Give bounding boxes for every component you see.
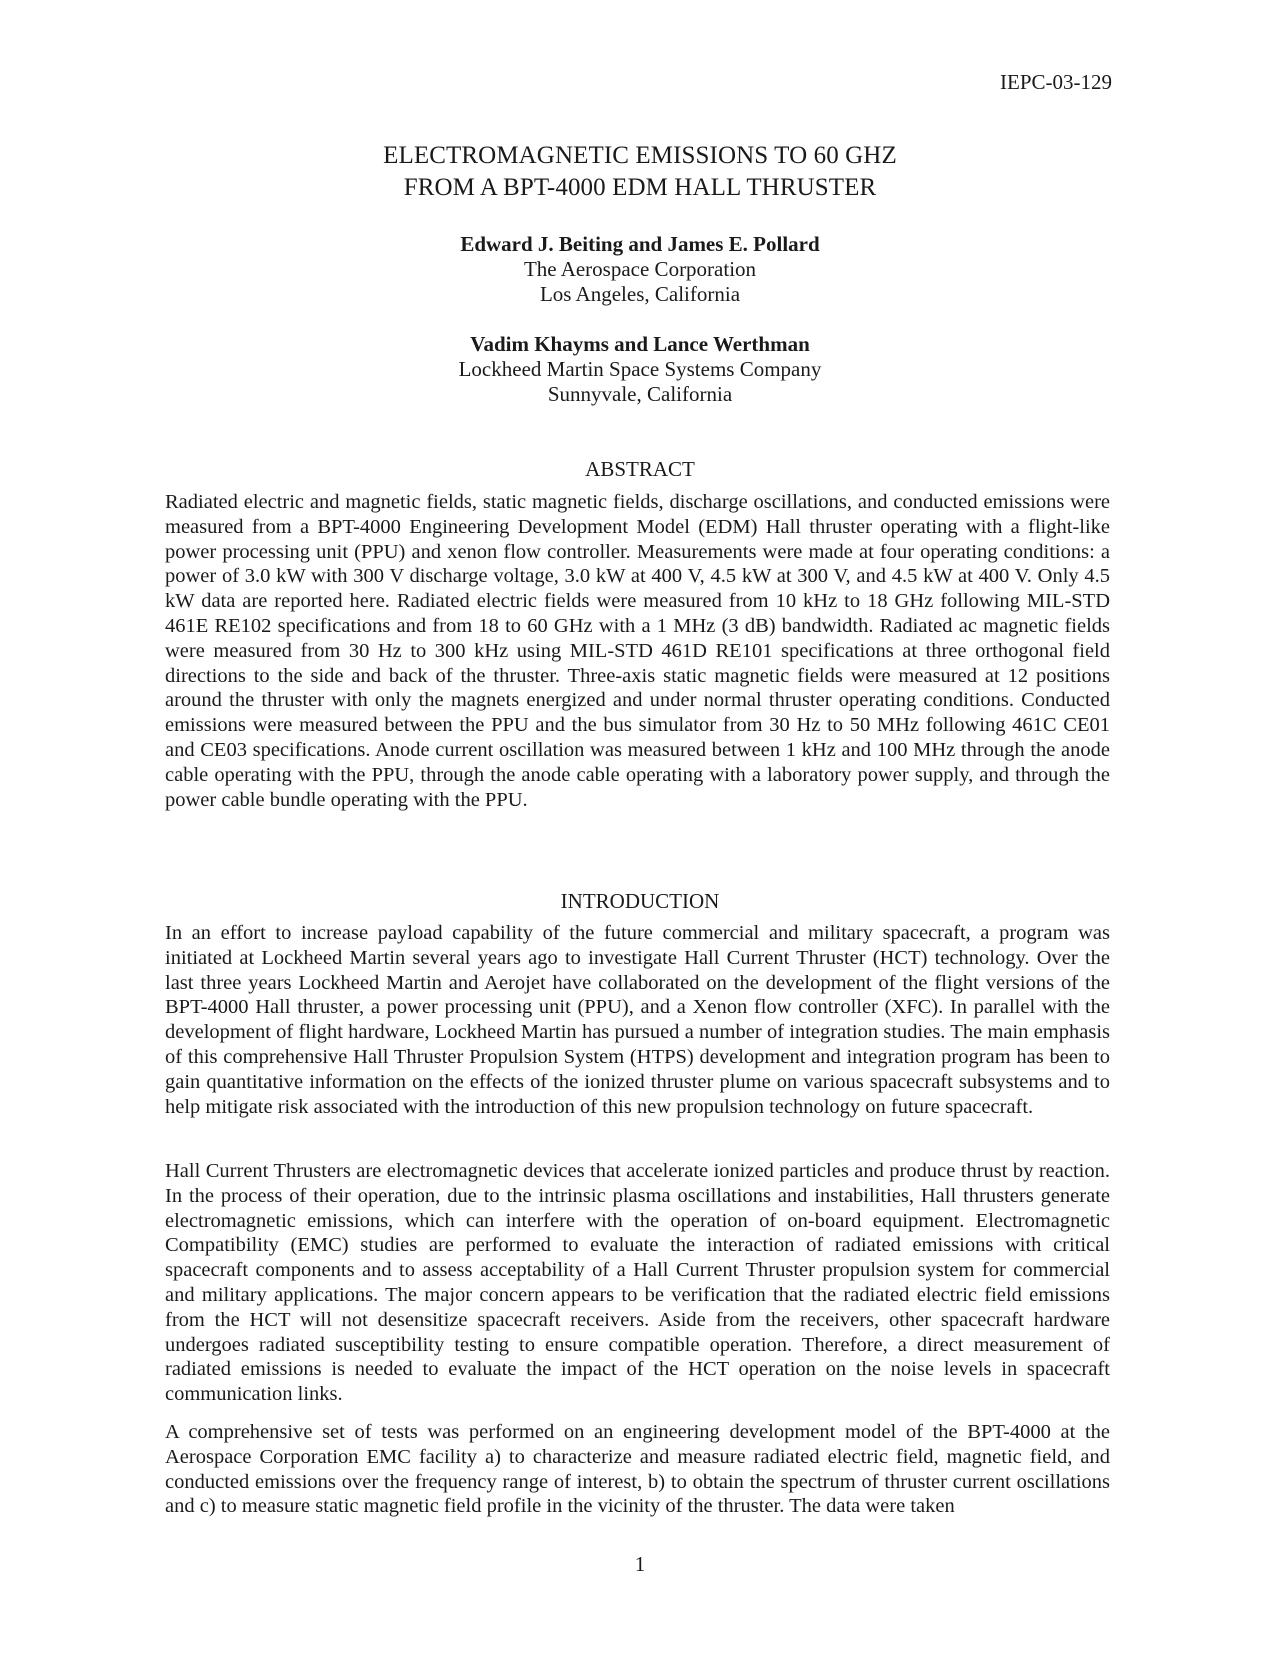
author-affiliation: Lockheed Martin Space Systems Company: [458, 357, 822, 381]
author-group-1: [0, 232, 1280, 307]
title-line-2: FROM A BPT-4000 EDM HALL THRUSTER: [403, 174, 877, 201]
author-affiliation: The Aerospace Corporation: [523, 257, 757, 281]
author-group-2: [0, 332, 1280, 407]
abstract-heading: ABSTRACT: [585, 457, 695, 481]
introduction-heading: INTRODUCTION: [560, 889, 720, 913]
introduction-paragraph-2: Hall Current Thrusters are electromagnetic devices that accelerate ionized particles and produce thrust by reaction. In the process of their operation, due to the intrinsic plasma oscillations and instabilities, Hall thrusters generate electromagnetic emissions, which can interfere with the operation of on-board equipment. Electromagnetic Compatibility (EMC) studies are performed to evaluate the interaction of radiated emissions with critical spacecraft components and to assess acceptability of a Hall Current Thruster propulsion system for commercial and military applications. The major concern appears to be verification that the radiated electric field emissions from the HCT will not desensitize spacecraft receivers. Aside from the receivers, other spacecraft hardware undergoes radiated susceptibility testing to ensure compatible operation. Therefore, a direct measurement of radiated emissions is needed to evaluate the impact of the HCT operation on the noise levels in spacecraft communication links.: [165, 1160, 1110, 1406]
paper-id: IEPC-03-129: [1000, 70, 1112, 94]
title-line-1: ELECTROMAGNETIC EMISSIONS TO 60 GHZ: [383, 142, 897, 169]
page-number: 1: [634, 1552, 646, 1576]
introduction-paragraph-3: A comprehensive set of tests was performed on an engineering development model of the BPT-4000 at the Aerospace Corporation EMC facility a) to characterize and measure radiated electric field, magnetic field, and conducted emissions over the frequency range of interest, b) to obtain the spectrum of thruster current oscillations and c) to measure static magnetic field profile in the vicinity of the thruster. The data were taken: [165, 1421, 1110, 1518]
introduction-paragraph-1: In an effort to increase payload capability of the future commercial and military spacecraft, a program was initiated at Lockheed Martin several years ago to investigate Hall Current Thruster (HCT) technology. Over the last three years Lockheed Martin and Aerojet have collaborated on the development of the flight versions of the BPT-4000 Hall thruster, a power processing unit (PPU), and a Xenon flow controller (XFC). In parallel with the development of flight hardware, Lockheed Martin has pursued a number of integration studies. The main emphasis of this comprehensive Hall Thruster Propulsion System (HTPS) development and integration program has been to gain quantitative information on the effects of the ionized thruster plume on various spacecraft subsystems and to help mitigate risk associated with the introduction of this new propulsion technology on future spacecraft.: [165, 922, 1110, 1118]
author-names: Edward J. Beiting and James E. Pollard: [460, 232, 820, 256]
abstract-text: Radiated electric and magnetic fields, static magnetic fields, discharge oscillations, and conducted emissions were measured from a BPT-4000 Engineering Development Model (EDM) Hall thruster operating with a flight-like power processing unit (PPU) and xenon flow controller. Measurements were made at four operating conditions: a power of 3.0 kW with 300 V discharge voltage, 3.0 kW at 400 V, 4.5 kW at 300 V, and 4.5 kW at 400 V. Only 4.5 kW data are reported here. Radiated electric fields were measured from 10 kHz to 18 GHz following MIL-STD 461E RE102 specifications and from 18 to 60 GHz with a 1 MHz (3 dB) bandwidth. Radiated ac magnetic fields were measured from 30 Hz to 300 kHz using MIL-STD 461D RE101 specifications at three orthogonal field directions to the side and back of the thruster. Three-axis static magnetic fields were measured at 12 positions around the thruster with only the magnets energized and under normal thruster operating conditions. Conducted emissions were measured between the PPU and the bus simulator from 30 Hz to 50 MHz following 461C CE01 and CE03 specifications. Anode current oscillation was measured between 1 kHz and 100 MHz through the anode cable operating with the PPU, through the anode cable operating with a laboratory power supply, and through the power cable bundle operating with the PPU.: [165, 491, 1110, 811]
author-location: Sunnyvale, California: [547, 382, 733, 406]
author-names: Vadim Khayms and Lance Werthman: [470, 332, 810, 356]
author-location: Los Angeles, California: [539, 282, 741, 306]
paper-title: [0, 140, 1280, 204]
